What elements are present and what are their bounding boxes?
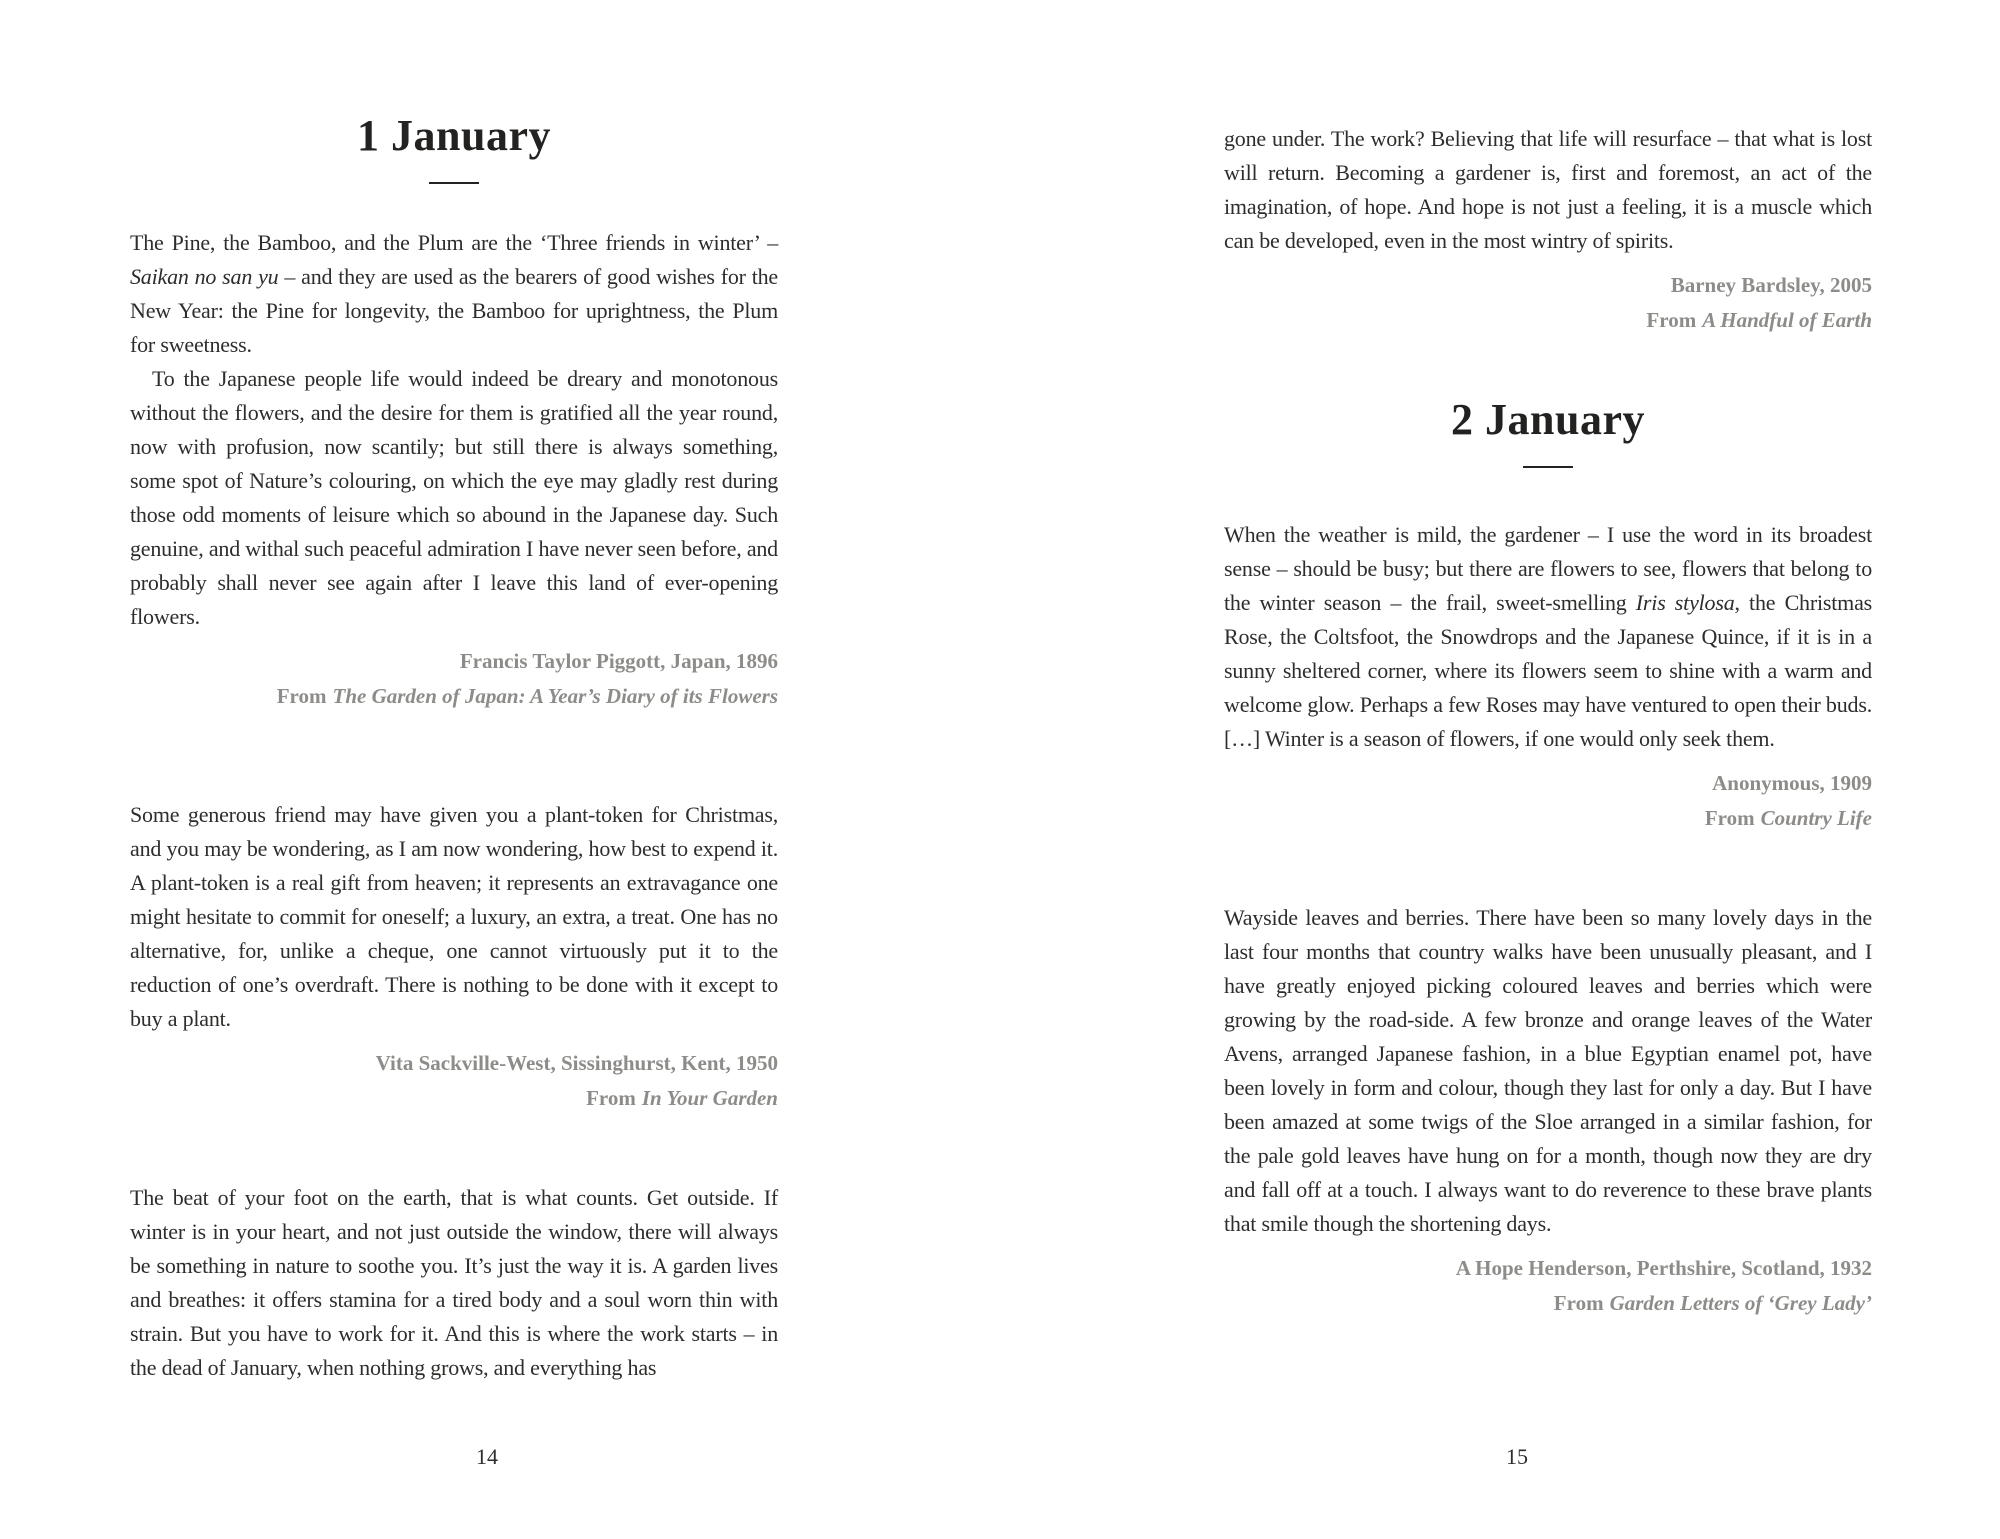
- attribution-source: [1224, 303, 1872, 338]
- page-left: [130, 0, 778, 1539]
- heading-rule: [1523, 466, 1573, 468]
- entry-sackville-west: [130, 798, 778, 1116]
- entry-heading-block: [130, 112, 778, 184]
- attribution-from-label: From: [1704, 806, 1755, 830]
- entry-anonymous: [1224, 518, 1872, 836]
- attribution-source: [130, 679, 778, 714]
- attribution: [1224, 268, 1872, 338]
- entry-bardsley-continuation: [1224, 122, 1872, 338]
- entry-bardsley-start: [130, 1181, 778, 1385]
- page-number-left: 14: [476, 1444, 498, 1469]
- attribution-author: Barney Bardsley, 2005: [1670, 273, 1872, 297]
- attribution-author: Vita Sackville-West, Sissinghurst, Kent, 1950: [375, 1051, 778, 1075]
- attribution-from-label: From: [586, 1086, 636, 1110]
- attribution-author: A Hope Henderson, Perthshire, Scotland, 1932: [1455, 1256, 1872, 1280]
- attribution-source: [1224, 1286, 1872, 1321]
- attribution-source-title: Country Life: [1760, 806, 1872, 830]
- attribution: [1224, 766, 1872, 836]
- entry-heading-block: [1224, 396, 1872, 468]
- entry-heading-2-january: 2 January: [1451, 395, 1645, 444]
- attribution-author: Anonymous, 1909: [1712, 771, 1872, 795]
- entry-paragraph: The beat of your foot on the earth, that is what counts. Get outside. If winter is in your heart, and not just outside the window, there will always be something in nature to soothe you. It’s just the way it is. A garden lives and breathes: it offers stamina for a tired body and a soul worn thin with strain. But you have to work for it. And this is where the work starts – in the dead of January, when nothing grows, and everything has: [130, 1185, 778, 1380]
- attribution-source: [130, 1081, 778, 1116]
- page-number-right: 15: [1506, 1444, 1528, 1469]
- entry-piggott: [130, 226, 778, 714]
- attribution-from-label: From: [276, 684, 327, 708]
- attribution: [130, 1046, 778, 1116]
- entry-paragraph: Wayside leaves and berries. There have been so many lovely days in the last four months that country walks have been unusually pleasant, and I have greatly enjoyed picking coloured leaves and berries which were growing by the road-side. A few bronze and orange leaves of the Water Avens, arranged Japanese fashion, in a blue Egyptian enamel pot, have been lovely in form and colour, though they last for only a day. But I have been amazed at some twigs of the Sloe arranged in a similar fashion, for the pale gold leaves have hung on for a month, though now they are dry and fall off at a touch. I always want to do reverence to these brave plants that smile though the shortening days.: [1224, 905, 1872, 1236]
- attribution-source-title: The Garden of Japan: A Year’s Diary of its Flowers: [332, 684, 778, 708]
- entry-paragraph: When the weather is mild, the gardener – I use the word in its broadest sense – should be busy; but there are flowers to see, flowers that belong to the winter season – the frail, sweet-smelling Iris stylosa, the Christmas Rose, the Coltsfoot, the Snowdrops and the Japanese Quince, if it is in a sunny sheltered corner, where its flowers seem to shine with a warm and welcome glow. Perhaps a few Roses may have ventured to open their buds. […] Winter is a season of flowers, if one would only seek them.: [1224, 522, 1872, 751]
- attribution: [130, 644, 778, 714]
- attribution-author: Francis Taylor Piggott, Japan, 1896: [459, 649, 778, 673]
- attribution-source-title: Garden Letters of ‘Grey Lady’: [1609, 1291, 1872, 1315]
- entry-henderson: [1224, 901, 1872, 1321]
- heading-rule: [429, 182, 479, 184]
- page-right: [1224, 0, 1872, 1539]
- entry-paragraph: To the Japanese people life would indeed be dreary and monotonous without the flowers, and the desire for them is gratified all the year round, now with profusion, now scantily; but still there is always something, some spot of Nature’s colouring, on which the eye may gladly rest during those odd moments of leisure which so abound in the Japanese day. Such genuine, and withal such peaceful admiration I have never seen before, and probably shall never see again after I leave this land of ever-opening flowers.: [130, 366, 778, 629]
- attribution: [1224, 1251, 1872, 1321]
- entry-paragraph: gone under. The work? Believing that life will resurface – that what is lost will return. Becoming a gardener is, first and foremost, an act of the imagination, of hope. And hope is not just a feeling, it is a muscle which can be developed, even in the most wintry of spirits.: [1224, 126, 1872, 253]
- attribution-source-title: In Your Garden: [641, 1086, 778, 1110]
- entry-paragraph: The Pine, the Bamboo, and the Plum are the ‘Three friends in winter’ – Saikan no san yu – and they are used as the bearers of good wishes for the New Year: the Pine for longevity, the Bamboo for uprightness, the Plum for sweetness.: [130, 230, 778, 357]
- entry-paragraph: Some generous friend may have given you a plant-token for Christmas, and you may be wondering, as I am now wondering, how best to expend it. A plant-token is a real gift from heaven; it represents an extravagance one might hesitate to commit for oneself; a luxury, an extra, a treat. One has no alternative, for, unlike a cheque, one cannot virtuously put it to the reduction of one’s overdraft. There is nothing to be done with it except to buy a plant.: [130, 802, 778, 1031]
- attribution-from-label: From: [1553, 1291, 1604, 1315]
- attribution-source-title: A Handful of Earth: [1702, 308, 1872, 332]
- entry-heading-1-january: 1 January: [357, 111, 551, 160]
- attribution-from-label: From: [1646, 308, 1697, 332]
- attribution-source: [1224, 801, 1872, 836]
